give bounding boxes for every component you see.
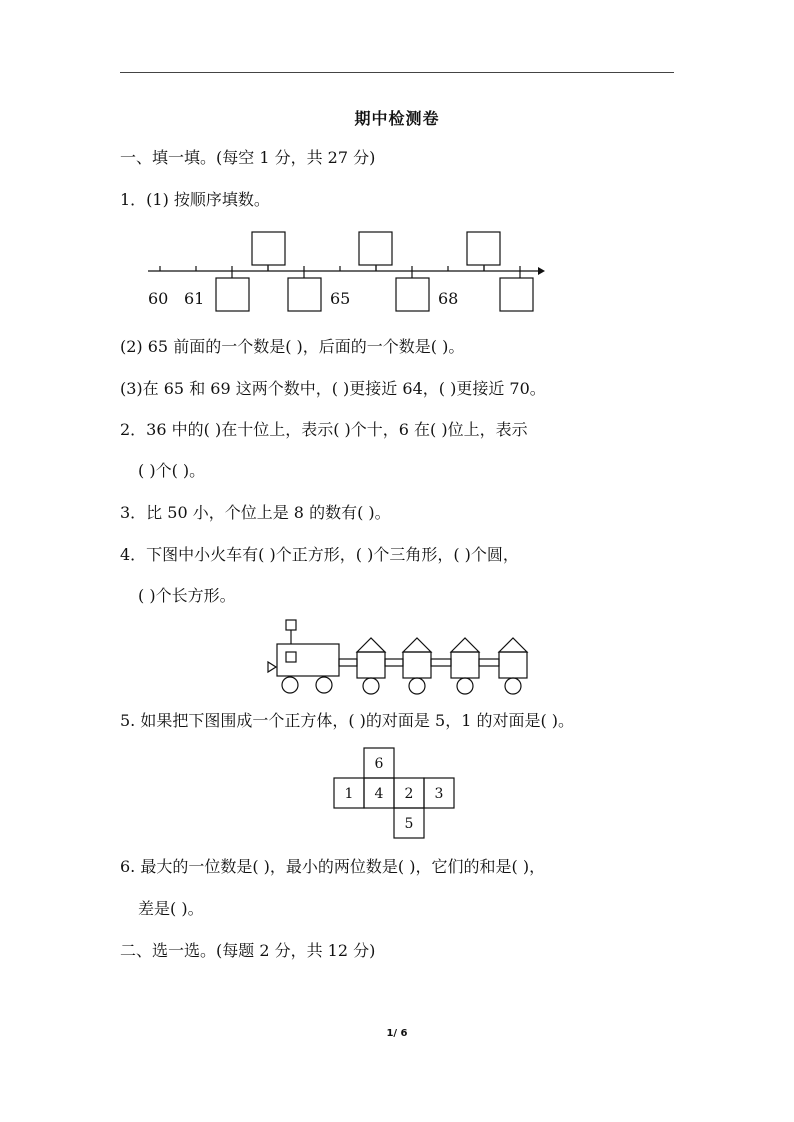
tick-label-60: 60 — [148, 289, 169, 308]
arrow-head-icon — [538, 267, 545, 275]
answer-box-below-4 — [500, 278, 533, 311]
section-heading-2: 二、选一选。(每题 2 分，共 12 分) — [120, 941, 376, 960]
page-number: 1/ 6 — [386, 1028, 408, 1039]
answer-box-below-1 — [216, 278, 249, 311]
question-1-3: (3)在 65 和 69 这两个数中，( )更接近 64，( )更接近 70。 — [120, 379, 546, 398]
cube-net-figure — [333, 747, 457, 841]
wheel-circle — [316, 677, 332, 693]
chimney-square — [286, 620, 296, 630]
train-figure — [262, 614, 532, 696]
question-4: 4．下图中小火车有( )个正方形，( )个三角形，( )个圆， — [120, 545, 519, 564]
question-3: 3．比 50 小，个位上是 8 的数有( )。 — [120, 503, 391, 522]
triangle-icon — [268, 662, 276, 672]
answer-box-above-1 — [252, 232, 285, 265]
net-cell: 4 — [374, 786, 384, 802]
section-heading-1: 一、填一填。(每空 1 分，共 27 分) — [120, 148, 376, 167]
question-1-1: 1．(1) 按顺序填数。 — [120, 190, 270, 209]
question-2-cont: ( )个( )。 — [138, 461, 206, 480]
net-cell: 2 — [404, 786, 414, 802]
car-square — [403, 652, 431, 678]
wheel-circle — [363, 678, 379, 694]
net-cell: 1 — [344, 786, 354, 802]
question-6-cont: 差是( )。 — [138, 899, 204, 918]
tick-label-68: 68 — [438, 289, 459, 308]
wheel-circle — [409, 678, 425, 694]
wheel-circle — [282, 677, 298, 693]
answer-box-below-3 — [396, 278, 429, 311]
car-square — [357, 652, 385, 678]
question-4-cont: ( )个长方形。 — [138, 586, 236, 605]
net-cell: 5 — [404, 816, 414, 832]
page-title: 期中检测卷 — [354, 109, 440, 128]
tick-label-65: 65 — [330, 289, 351, 308]
car-square — [499, 652, 527, 678]
answer-box-above-3 — [467, 232, 500, 265]
wheel-circle — [457, 678, 473, 694]
car-square — [451, 652, 479, 678]
car-roof-triangle — [403, 638, 431, 652]
window-square — [286, 652, 296, 662]
tick-label-61: 61 — [184, 289, 205, 308]
question-5: 5. 如果把下图围成一个正方体，( )的对面是 5，1 的对面是( )。 — [120, 711, 575, 730]
question-1-2: (2) 65 前面的一个数是( )，后面的一个数是( )。 — [120, 337, 465, 356]
net-cell: 6 — [374, 756, 384, 772]
header-rule — [120, 72, 674, 73]
answer-box-below-2 — [288, 278, 321, 311]
wheel-circle — [505, 678, 521, 694]
answer-box-above-2 — [359, 232, 392, 265]
net-cell: 3 — [434, 786, 444, 802]
question-2: 2．36 中的( )在十位上，表示( )个十，6 在( )位上，表示 — [120, 420, 528, 439]
question-6: 6. 最大的一位数是( )，最小的两位数是( )，它们的和是( )， — [120, 857, 546, 876]
car-roof-triangle — [357, 638, 385, 652]
car-roof-triangle — [451, 638, 479, 652]
number-line-figure — [140, 226, 550, 318]
car-roof-triangle — [499, 638, 527, 652]
